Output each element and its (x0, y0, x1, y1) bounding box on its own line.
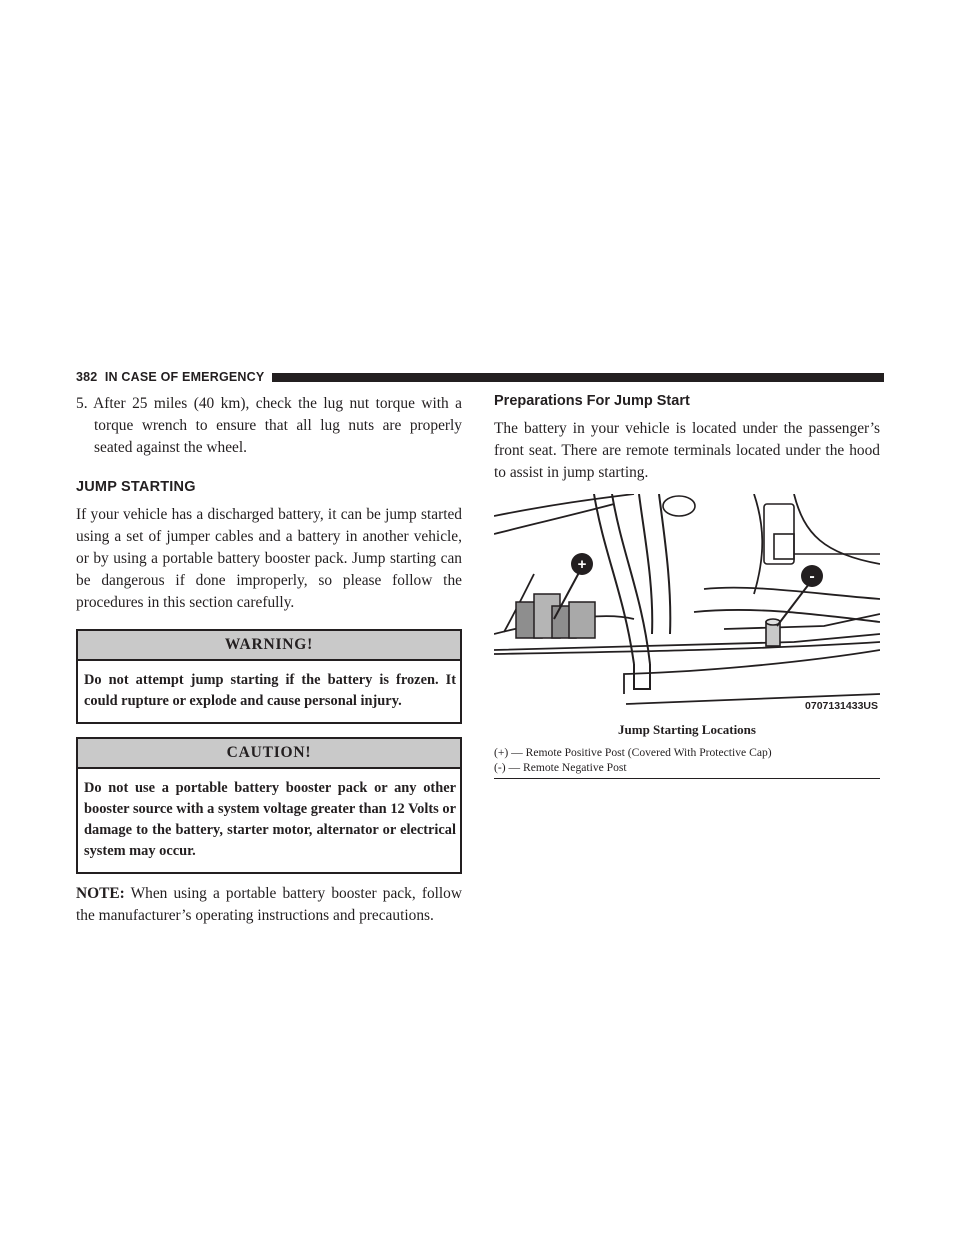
caution-title: CAUTION! (78, 739, 460, 769)
preparations-paragraph: The battery in your vehicle is located under the passenger’s front seat. There are remote terminals located under the hood to assist in jump starting. (494, 420, 880, 481)
preparations-heading: Preparations For Jump Start (494, 393, 690, 409)
section-title: IN CASE OF EMERGENCY (104, 370, 265, 384)
legend-positive: (+) — Remote Positive Post (Covered With Protective Cap) (494, 746, 772, 759)
right-column (494, 393, 880, 779)
page-number: 382 (76, 370, 98, 384)
warning-box (76, 629, 462, 724)
step-5: 5. After 25 miles (40 km), check the lug nut torque with a torque wrench to ensure that all lug nuts are properly seated against the wheel. (76, 395, 462, 456)
engine-bay-illustration (494, 494, 880, 714)
note-label: NOTE: (76, 885, 125, 902)
figure-title: Jump Starting Locations (618, 722, 756, 737)
minus-marker-label: - (809, 568, 815, 585)
jump-start-figure (494, 494, 880, 714)
header-rule (272, 373, 884, 382)
caution-text: Do not use a portable battery booster pack or any other booster source with a system voltage greater than 12 Volts or damage to the battery, starter motor, alternator or electrical system may occur. (84, 780, 456, 859)
page-header-text (76, 370, 264, 384)
note-paragraph (76, 883, 462, 927)
legend-rule (494, 778, 880, 779)
warning-title: WARNING! (78, 631, 460, 661)
jump-starting-paragraph: If your vehicle has a discharged battery, it can be jump started using a set of jumper cables and a battery in another vehicle, or by using a portable battery booster pack. Jump starting can be dangerous if done improperly, so please follow the procedures in this section carefully. (76, 506, 462, 611)
plus-marker-label: + (577, 556, 587, 573)
note-text: When using a portable battery booster pack, follow the manufacturer’s operating instructions and precautions. (76, 885, 462, 924)
figure-legend (494, 745, 880, 775)
figure-code: 0707131433US (805, 700, 878, 712)
caution-box (76, 737, 462, 874)
page-header (76, 369, 884, 385)
left-column (76, 393, 462, 927)
jump-starting-heading: JUMP STARTING (76, 479, 196, 495)
warning-text: Do not attempt jump starting if the battery is frozen. It could rupture or explode and cause personal injury. (84, 672, 456, 709)
legend-negative: (-) — Remote Negative Post (494, 761, 627, 774)
